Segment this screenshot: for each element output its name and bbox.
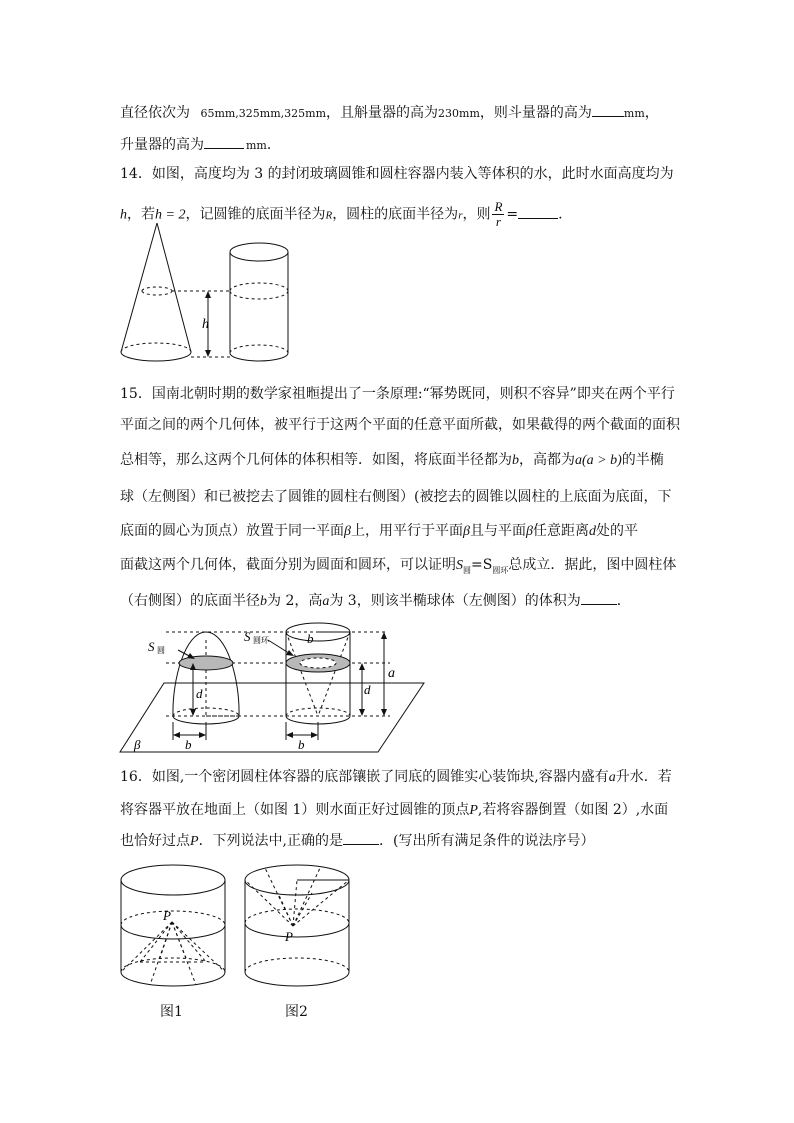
q14-text-b: ，记圆锥的底面半径为 (185, 206, 326, 223)
q16-fig1-top (121, 865, 225, 895)
q15-fig-S-circle-sub: 圆 (157, 646, 165, 655)
q14-var-R: R (325, 209, 333, 222)
q14-var-h: h (120, 207, 127, 223)
q15-text-7e: 为 3，则该半椭球体（左侧图）的体积为 (329, 593, 581, 609)
q15-text-5c: 且与平面 (469, 523, 526, 539)
q16-text-1b: 升水．若 (615, 769, 672, 785)
q15-line2: 平面之间的两个几何体，被平行于这两个平面的任意平面所截，如果截得的两个截面的面积 (120, 417, 680, 433)
q15-fig-d-right: d (364, 682, 371, 697)
q15-cond: (a > b) (582, 453, 622, 468)
q16-text-3b: ．下列说法中,正确的是 (198, 833, 344, 849)
q16-fig2-water-back (245, 909, 349, 923)
q16-fig2-water-front (245, 923, 349, 937)
q16-var-P2: P (190, 834, 199, 849)
q16-fig2-P: P (285, 929, 293, 944)
q16-fig1-cone (121, 922, 225, 985)
q13-unit-1: mm (623, 107, 645, 120)
q15-text-7c: 为 2，高 (267, 593, 323, 609)
q15-fig-b-right: b (298, 737, 305, 752)
q15-var-a2: a (322, 594, 330, 609)
q15-line1: 15．国南北朝时期的数学家祖暅提出了一条原理:“幂势既同，则积不容异”即夹在两个平行 (120, 386, 675, 402)
q13-comma: ， (644, 105, 659, 121)
q13-text3: ，则斗量器的高为 (479, 105, 592, 121)
q16-fig1-P: P (163, 908, 171, 923)
q14-h-value: h = 2 (155, 207, 186, 223)
q16-text-3c: ．(写出所有满足条件的说法序号） (379, 833, 595, 849)
q14-eq: = (506, 206, 519, 223)
q15-beta-3: β (525, 524, 533, 539)
q13-text: 直径依次为 (120, 105, 190, 121)
q15-S2-sub: 圆环 (492, 565, 509, 575)
q15-text-5b: 上，用平行于平面 (350, 523, 463, 539)
q15-fig-b-left: b (185, 737, 192, 752)
q14-var-r: r (458, 209, 463, 222)
q14-text-c: ，圆柱的底面半径为 (332, 206, 459, 223)
q15-var-b: b (512, 453, 519, 468)
q16-text-2a: 将容器平放在地面上（如图 1）则水面正好过圆锥的顶点 (120, 802, 470, 818)
q14-frac-num: R (494, 199, 503, 214)
q14-fig-label-h: h (202, 317, 209, 332)
q15-S1-sub: 圆 (463, 565, 471, 575)
q15-text-3c: ，高都为 (519, 452, 575, 468)
q15-text-3f: 的半椭 (621, 452, 664, 468)
q15-var-d: d (588, 524, 596, 539)
q15-S1: S (456, 558, 463, 573)
q15-beta-2: β (462, 524, 470, 539)
q14-text-d: ，则 (462, 206, 491, 223)
q15-text-5d: 任意距离 (532, 523, 589, 539)
q13-unit-2: mm (246, 139, 267, 152)
q15-end: ． (616, 593, 631, 609)
q15-fig-beta: β (134, 737, 141, 752)
q14-frac-den: r (495, 214, 501, 229)
q15-fig-S-circle: S (148, 639, 155, 654)
q13-text4: 升量器的高为 (120, 137, 204, 153)
q15-line4: 球（左侧图）和已被挖去了圆锥的圆柱右侧图）(被挖去的圆锥以圆柱的上底面为底面，下 (120, 489, 672, 505)
q15-text-6a: 面截这两个几何体，截面分别为圆面和圆环，可以证明 (120, 557, 456, 573)
q16-var-a: a (608, 770, 616, 785)
q15-var-a: a (575, 453, 582, 468)
q16-var-P: P (469, 803, 478, 818)
q13-height: 230mm (438, 107, 480, 120)
q16-fig1-water-front (121, 925, 225, 939)
q15-beta-1: β (344, 524, 351, 539)
q16-text-3a: 也恰好过点 (120, 833, 190, 849)
q15-fig-S-ring-sub: 圆环 (253, 636, 269, 645)
q15-fig-d-left: d (196, 686, 203, 701)
q16-fig2-caption: 图2 (285, 1004, 308, 1020)
q15-fig-S-ring: S (244, 629, 251, 644)
q15-eqS: =S (471, 557, 493, 573)
q15-fig-b-top: b (307, 631, 314, 646)
q16-text-2b: ,若将容器倒置（如图 2）,水面 (477, 802, 669, 818)
q14-end: . (558, 206, 563, 223)
q14-line1: 14．如图，高度均为 3 的封闭玻璃圆锥和圆柱容器内装入等体积的水，此时水面高度均为 (120, 166, 674, 182)
q15-text-5a: 底面的圆心为顶点）放置于同一平面 (120, 523, 344, 539)
q15-text-5e: 处的平 (595, 523, 638, 539)
q16-text-1a: 16．如图,一个密闭圆柱体容器的底部镶嵌了同底的圆锥实心装饰块,容器内盛有 (120, 769, 609, 785)
q15-text-6b: 总成立．据此，图中圆柱体 (508, 557, 677, 573)
q15-fig-a: a (388, 666, 395, 681)
q13-text2: ，且斛量器的高为 (326, 105, 439, 121)
q14-text-a: ，若 (127, 206, 155, 223)
q13-diameters: 65mm,325mm,325mm (200, 107, 327, 120)
q15-var-b2: b (260, 594, 267, 609)
q15-text-3a: 总相等，那么这两个几何体的体积相等．如图，将底面半径都为 (120, 452, 512, 468)
q16-fig2-cone (245, 868, 349, 926)
q15-text-7a: （右侧图）的底面半径 (120, 593, 260, 609)
q16-fig1-caption: 图1 (160, 1004, 183, 1020)
q13-period: ． (266, 137, 281, 153)
